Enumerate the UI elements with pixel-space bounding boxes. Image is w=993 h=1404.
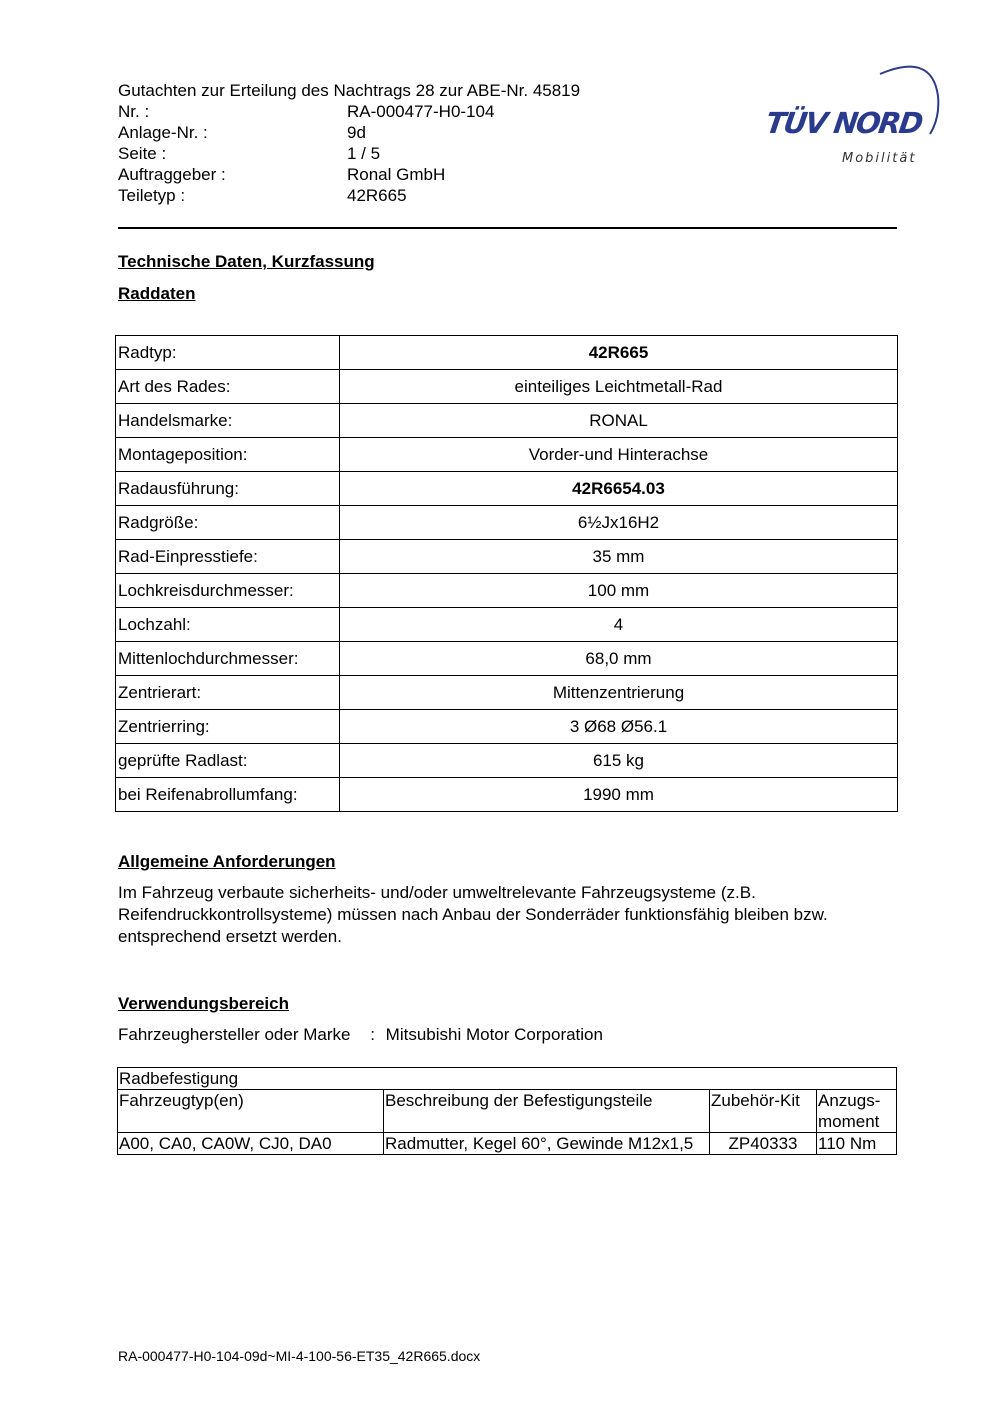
wheel-data-row [116, 506, 898, 540]
header-row [118, 122, 718, 143]
wheel-data-value: 68,0 mm [340, 642, 898, 676]
header-value: 1 / 5 [347, 144, 381, 163]
wheel-data-label: Zentrierart: [116, 676, 340, 710]
wheel-data-label: Lochzahl: [116, 608, 340, 642]
fastening-cell: ZP40333 [710, 1133, 817, 1155]
header-row [118, 101, 718, 122]
wheel-data-row [116, 710, 898, 744]
wheel-data-label: Lochkreisdurchmesser: [116, 574, 340, 608]
header-divider [118, 227, 897, 229]
wheel-data-label: geprüfte Radlast: [116, 744, 340, 778]
wheel-data-value: 6½Jx16H2 [340, 506, 898, 540]
wheel-data-row [116, 642, 898, 676]
fastening-column-header: Zubehör-Kit [710, 1090, 817, 1133]
wheel-data-row [116, 778, 898, 812]
wheel-data-value: 42R665 [340, 336, 898, 370]
technical-data-heading: Technische Daten, Kurzfassung [118, 252, 375, 271]
wheel-data-heading: Raddaten [118, 284, 196, 303]
fastening-cell: A00, CA0, CA0W, CJ0, DA0 [118, 1133, 384, 1155]
wheel-data-label: Radgröße: [116, 506, 340, 540]
header-label: Auftraggeber : [118, 165, 226, 184]
header-value: Ronal GmbH [347, 165, 446, 184]
header-value: 42R665 [347, 186, 407, 205]
fastening-cell: Radmutter, Kegel 60°, Gewinde M12x1,5 [384, 1133, 710, 1155]
logo-brand-text: TÜV NORD [763, 106, 924, 140]
wheel-data-table [115, 335, 898, 812]
header-value: 9d [347, 123, 366, 142]
manufacturer-label: Fahrzeughersteller oder Marke [118, 1025, 351, 1044]
header-label: Nr. : [118, 102, 150, 121]
general-requirements-heading: Allgemeine Anforderungen [118, 852, 336, 871]
wheel-data-row [116, 438, 898, 472]
wheel-data-value: Mittenzentrierung [340, 676, 898, 710]
footer-filename: RA-000477-H0-104-09d~MI-4-100-56-ET35_42R665.docx [118, 1348, 481, 1364]
manufacturer-separator: : [370, 1025, 375, 1044]
fastening-column-header: Fahrzeugtyp(en) [118, 1090, 384, 1133]
fastening-header-row [118, 1090, 897, 1133]
wheel-data-row [116, 744, 898, 778]
manufacturer-value: Mitsubishi Motor Corporation [385, 1025, 603, 1044]
wheel-data-label: Zentrierring: [116, 710, 340, 744]
fastening-column-header: Anzugs- moment [817, 1090, 897, 1133]
wheel-data-label: Radtyp: [116, 336, 340, 370]
wheel-fastening-table [117, 1067, 897, 1155]
wheel-data-value: 1990 mm [340, 778, 898, 812]
wheel-data-value: 615 kg [340, 744, 898, 778]
wheel-data-value: einteiliges Leichtmetall-Rad [340, 370, 898, 404]
fastening-title-row [118, 1068, 897, 1090]
fastening-cell: 110 Nm [817, 1133, 897, 1155]
wheel-data-value: RONAL [340, 404, 898, 438]
wheel-data-row [116, 676, 898, 710]
header-row [118, 143, 718, 164]
wheel-data-row [116, 540, 898, 574]
wheel-data-value: 42R6654.03 [340, 472, 898, 506]
wheel-data-value: 100 mm [340, 574, 898, 608]
wheel-data-label: Radausführung: [116, 472, 340, 506]
header-row [118, 185, 718, 206]
wheel-data-row [116, 472, 898, 506]
header-label: Seite : [118, 144, 167, 163]
header-label: Teiletyp : [118, 186, 186, 205]
wheel-data-label: Art des Rades: [116, 370, 340, 404]
wheel-data-label: Rad-Einpresstiefe: [116, 540, 340, 574]
wheel-data-label: Handelsmarke: [116, 404, 340, 438]
general-requirements-text: Im Fahrzeug verbaute sicherheits- und/oder umweltrelevante Fahrzeugsysteme (z.B. Reifendruckkontrollsysteme) müssen nach Anbau der Sonderräder funktionsfähig bleiben bzw. entsprechend ersetzt werden. [118, 883, 828, 946]
header-row [118, 164, 718, 185]
wheel-data-row [116, 608, 898, 642]
logo-subtitle: Mobilität [842, 151, 917, 166]
report-title: Gutachten zur Erteilung des Nachtrags 28 zur ABE-Nr. 45819 [118, 81, 581, 100]
wheel-data-row [116, 574, 898, 608]
wheel-data-value: Vorder-und Hinterachse [340, 438, 898, 472]
tuev-nord-logo [762, 56, 942, 174]
wheel-data-row [116, 336, 898, 370]
wheel-data-row [116, 370, 898, 404]
wheel-data-value: 35 mm [340, 540, 898, 574]
wheel-data-value: 4 [340, 608, 898, 642]
wheel-data-label: Mittenlochdurchmesser: [116, 642, 340, 676]
fastening-title: Radbefestigung [118, 1068, 897, 1090]
wheel-data-label: bei Reifenabrollumfang: [116, 778, 340, 812]
wheel-data-value: 3 Ø68 Ø56.1 [340, 710, 898, 744]
header-label: Anlage-Nr. : [118, 123, 208, 142]
wheel-data-row [116, 404, 898, 438]
fastening-column-header: Beschreibung der Befestigungsteile [384, 1090, 710, 1133]
document-header [118, 80, 718, 206]
manufacturer-line [118, 1024, 603, 1046]
header-value: RA-000477-H0-104 [347, 102, 495, 121]
usage-range-heading: Verwendungsbereich [118, 994, 289, 1013]
wheel-data-label: Montageposition: [116, 438, 340, 472]
fastening-row [118, 1133, 897, 1155]
